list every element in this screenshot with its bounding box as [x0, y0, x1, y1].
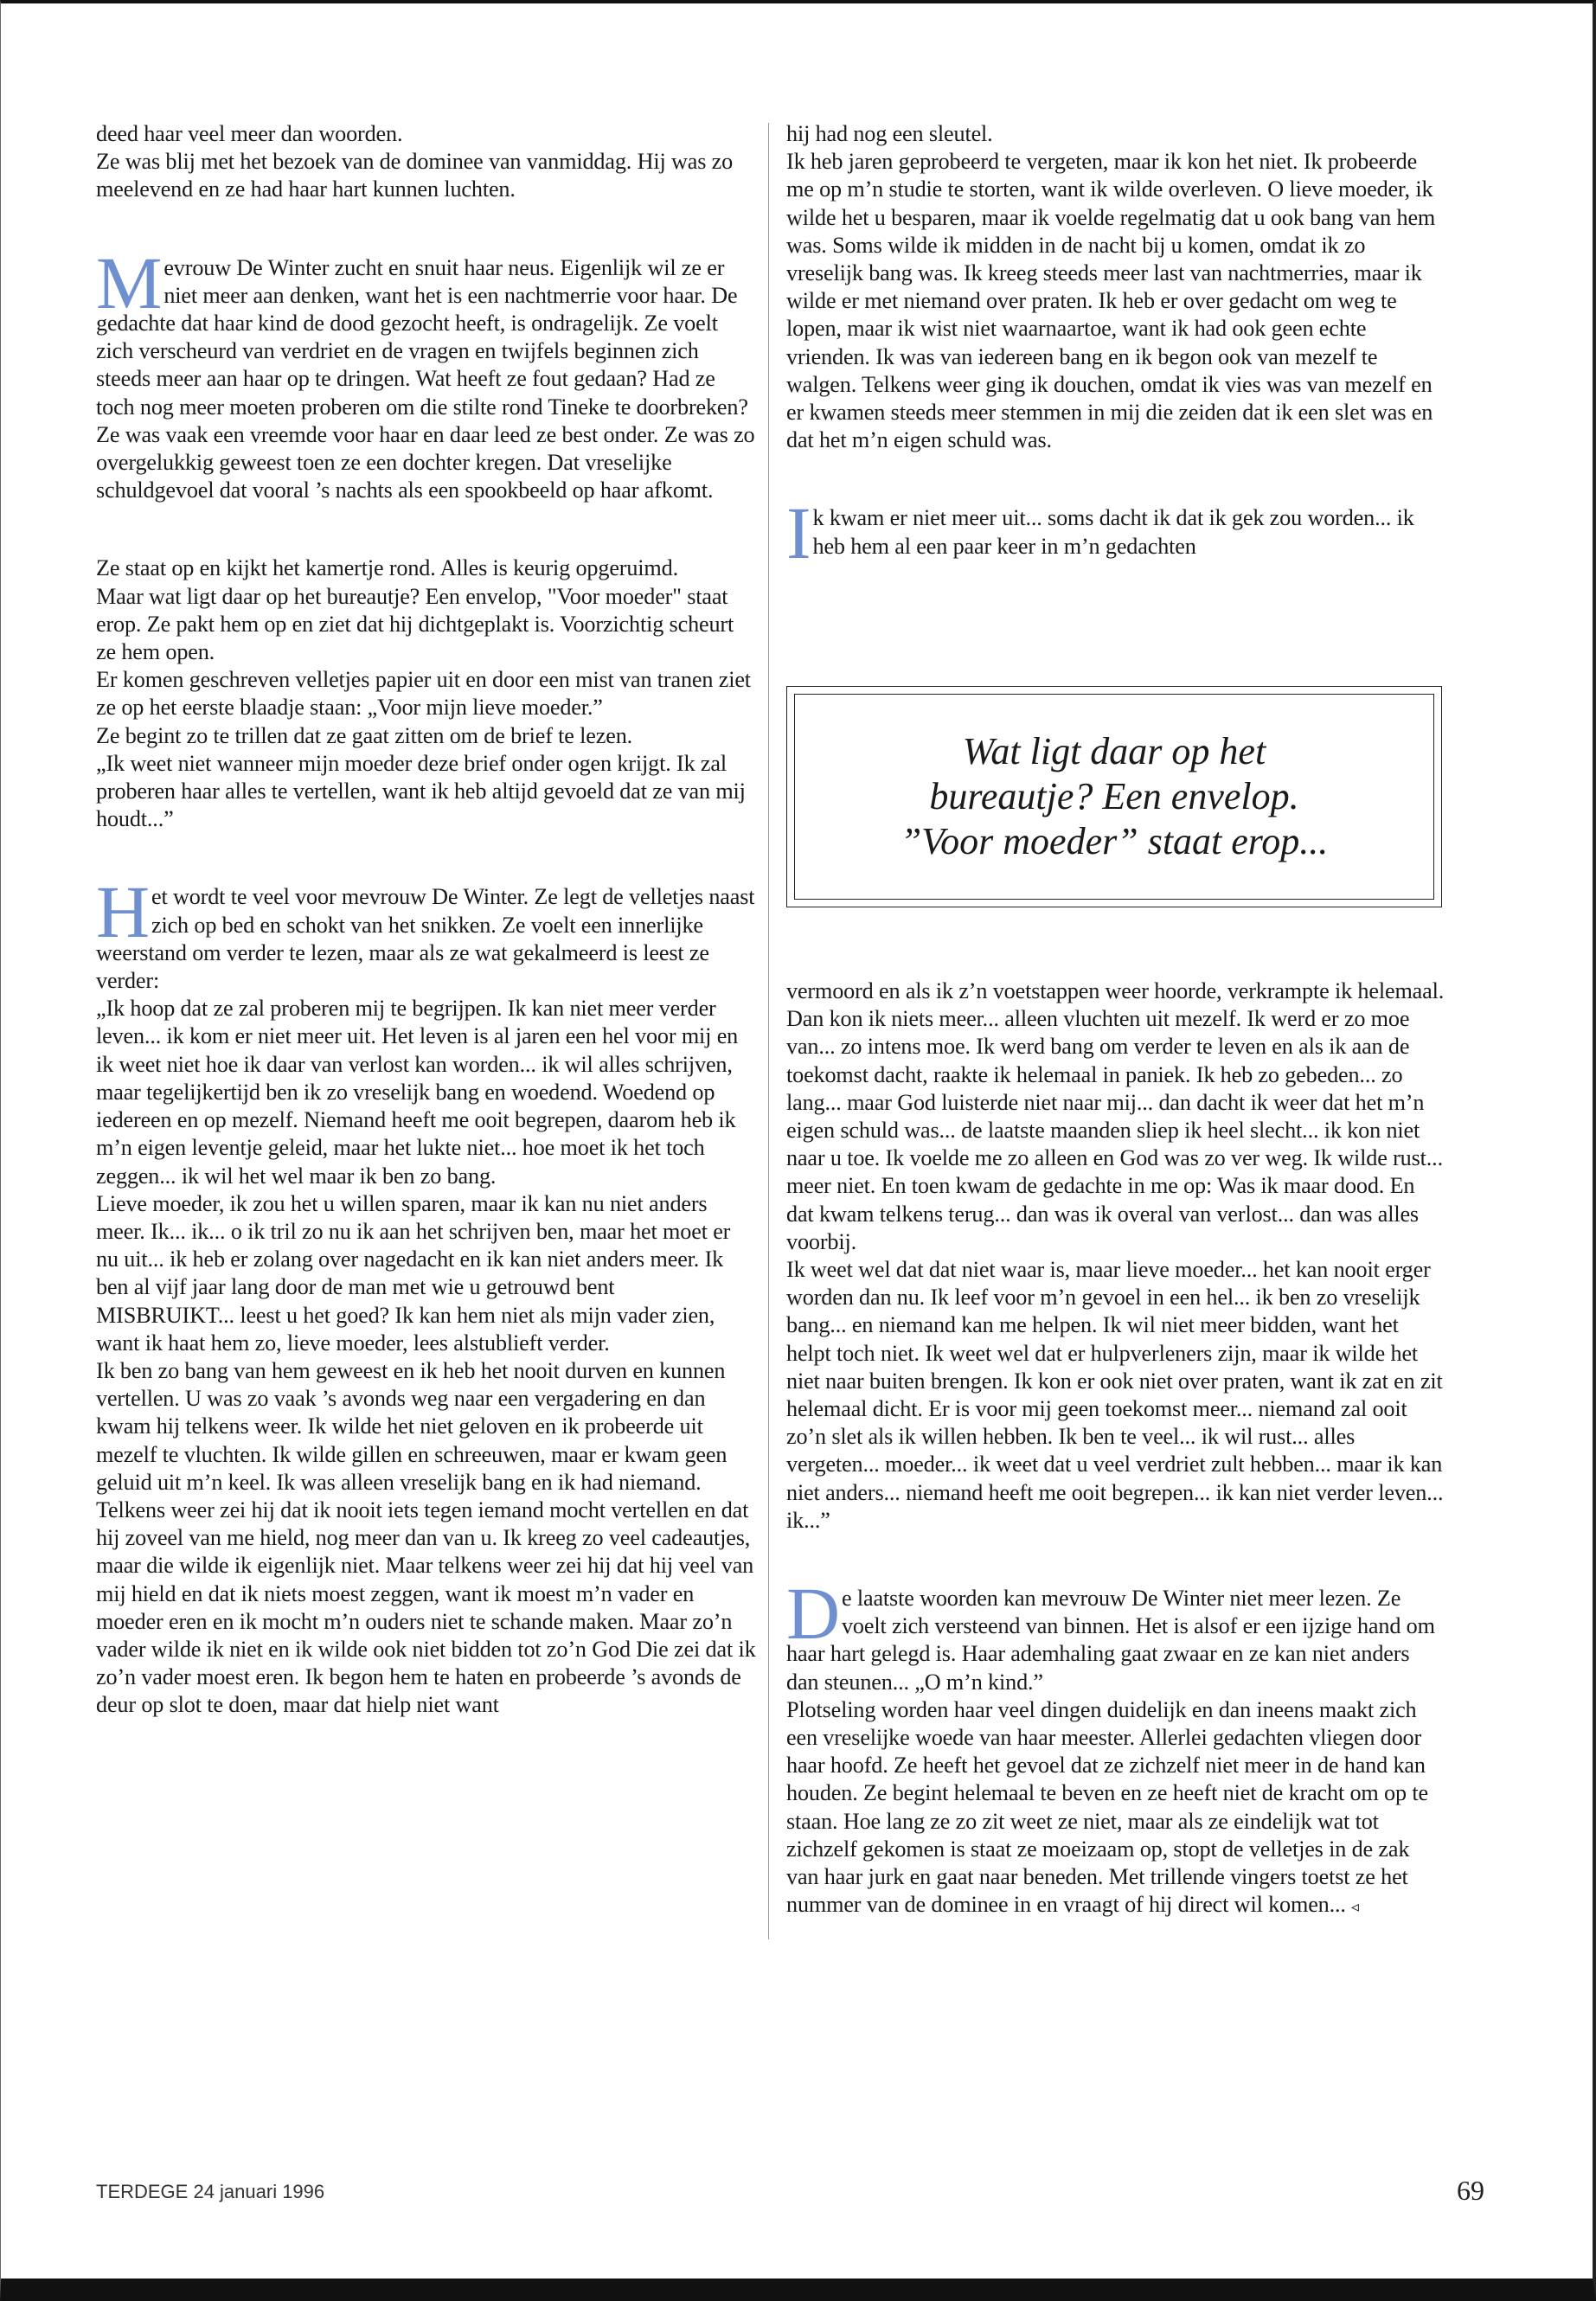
paragraph: Maar wat ligt daar op het bureautje? Een envelop, "Voor moeder" staat erop. Ze pakt hem op en ziet dat hij dichtgeplakt is. Voorzichtig scheurt ze hem open.	[96, 583, 734, 665]
paragraph-text: evrouw De Winter zucht en snuit haar neus. Eigenlijk wil ze er niet meer aan denken, want het is een nachtmerrie voor haar. De gedachte dat haar kind de dood gezocht heeft, is ondragelijk. Ze voelt zich verscheurd van verdriet en de vragen en twijfels beginnen zich steeds meer aan haar op te dringen. Wat heeft ze fout gedaan? Had ze toch nog meer moeten proberen om die stilte rond Tineke te doorbreken? Ze was vaak een vreemde voor haar en daar leed ze best onder. Ze was zo overgelukkig geweest toen ze een dochter kregen. Dat vreselijke schuldgevoel dat vooral ’s nachts als een spookbeeld op haar afkomt.	[96, 254, 755, 503]
right-column-top	[786, 120, 1445, 575]
paragraph: Ik ben zo bang van hem geweest en ik heb het nooit durven en kunnen vertellen. U was zo vaak ’s avonds weg naar een vergadering en dan kwam hij telkens weer. Ik wilde het niet geloven en ik probeerde uit mezelf te vluchten. Ik wilde gillen en schreeuwen, maar er kwam geen geluid uit m’n keel. Ik was alleen vreselijk bang en ik had niemand. Telkens weer zei hij dat ik nooit iets tegen iemand mocht vertellen en dat hij zoveel van me hield, nog meer dan van u. Ik kreeg zo veel cadeautjes, maar die wilde ik eigenlijk niet. Maar telkens weer zei hij dat hij veel van mij hield en dat ik niets moest zeggen, want ik moest m’n vader en moeder eren en ik mocht m’n ouders niet te schande maken. Maar zo’n vader wilde ik niet en ik wilde ook niet bidden tot zo’n God Die zei dat ik zo’n vader moest eren. Ik begon hem te haten en probeerde ’s avonds de deur op slot te doen, maar dat hielp niet want	[96, 1357, 756, 1718]
paragraph: deed haar veel meer dan woorden.	[96, 121, 403, 146]
paragraph: Ze begint zo te trillen dat ze gaat zitten om de brief te lezen.	[96, 722, 633, 748]
drop-cap: M	[96, 240, 163, 324]
pull-quote-text	[837, 729, 1391, 864]
end-mark-icon: ◃	[1350, 1898, 1359, 1916]
pull-quote-line: ”Voor moeder” staat erop...	[900, 820, 1329, 862]
section-paragraph	[786, 491, 1445, 575]
pull-quote-line: Wat ligt daar op het	[962, 730, 1266, 772]
paragraph: Lieve moeder, ik zou het u willen sparen, maar ik kan nu niet anders meer. Ik... ik... o ik tril zo nu ik aan het schrijven ben, maar het moet er nu uit... ik heb er zolang over nagedacht en ik kan niet anders meer. Ik ben al vijf jaar lang door de man met wie u getrouwd bent MISBRUIKT... leest u het goed? Ik kan hem niet als mijn vader zien, want ik haat hem zo, lieve moeder, lees alstublieft verder.	[96, 1190, 731, 1356]
paragraph: „Ik weet niet wanneer mijn moeder deze brief onder ogen krijgt. Ik zal proberen haar alles te vertellen, want ik heb altijd gevoeld dat ze van mij houdt...”	[96, 750, 746, 832]
section-paragraph	[786, 1572, 1445, 1696]
page-number: 69	[1457, 2175, 1484, 2206]
section-paragraph	[96, 240, 758, 505]
pull-quote-line: bureautje? Een envelop.	[929, 775, 1299, 817]
section-paragraph	[96, 870, 758, 995]
paragraph: hij had nog een sleutel.	[786, 121, 993, 146]
footer-publication: TERDEGE 24 januari 1996	[96, 2181, 325, 2202]
paragraph-text: Plotseling worden haar veel dingen duidelijk en dan ineens maakt zich een vreselijke woede van haar meester. Allerlei gedachten vliegen door haar hoofd. Ze heeft het gevoel dat ze zichzelf niet meer in de hand kan houden. Ze begint helemaal te beven en ze heeft niet de kracht om op te staan. Hoe lang ze zo zit weet ze niet, maar als ze eindelijk wat tot zichzelf gekomen is staat ze moeizaam op, stopt de velletjes in de zak van haar jurk en gaat naar beneden. Met trillende vingers toetst ze het nummer van de dominee in en vraagt of hij direct wil komen...	[786, 1696, 1428, 1918]
drop-cap: H	[96, 870, 150, 954]
pull-quote-inner-frame	[794, 694, 1434, 900]
paragraph: Ze was blij met het bezoek van de dominee van vanmiddag. Hij was zo meelevend en ze had haar hart kunnen luchten.	[96, 149, 734, 202]
paragraph: Ze staat op en kijkt het kamertje rond. Alles is keurig opgeruimd.	[96, 555, 678, 581]
paragraph: Ik weet wel dat dat niet waar is, maar lieve moeder... het kan nooit erger worden dan nu. Ik leef voor m’n gevoel in een hel... ik ben zo vreselijk bang... en niemand kan me helpen. Ik wil niet meer bidden, want het helpt toch niet. Ik weet wel dat er hulpverleners zijn, maar ik wilde het niet naar buiten brengen. Ik kon er ook niet over praten, want ik zat en zit helemaal dicht. Er is voor mij geen toekomst meer... niemand zal ooit zo’n slet als ik willen hebben. Ik ben te veel... ik wil rust... alles vergeten... moeder... ik weet dat u veel verdriet zult hebben... maar ik kan niet anders... niemand heeft me ooit begrepen... ik kan niet verder leven... ik...”	[786, 1257, 1444, 1533]
paragraph: Ik heb jaren geprobeerd te vergeten, maar ik kon het niet. Ik probeerde me op m’n studie te storten, want ik wilde overleven. O lieve moeder, ik wilde het u besparen, maar ik voelde regelmatig dat u ook bang van hem was. Soms wilde ik midden in de nacht bij u komen, omdat ik zo vreselijk bang was. Ik kreeg steeds meer last van nachtmerries, maar ik wilde er met niemand over praten. Ik heb er over gedacht om weg te lopen, maar ik wist niet waarnaartoe, want ik had ook geen echte vrienden. Ik was van iedereen bang en ik begon ook van mezelf te walgen. Telkens weer ging ik douchen, omdat ik vies was van mezelf en er kwamen steeds meer stemmen in mij die zeiden dat ik een slet was en dat het m’n eigen schuld was.	[786, 149, 1436, 453]
paragraph-text: e laatste woorden kan mevrouw De Winter niet meer lezen. Ze voelt zich versteend van binnen. Het is alsof er een ijzige hand om haar hart gelegd is. Haar ademhaling gaat zwaar en ze kan niet anders dan steunen... „O m’n kind.”	[786, 1586, 1435, 1695]
paragraph	[786, 1696, 1445, 1921]
drop-cap: I	[786, 491, 811, 575]
paragraph-text: et wordt te veel voor mevrouw De Winter. Ze legt de velletjes naast zich op bed en schokt van het snikken. Ze voelt een innerlijke weerstand om verder te lezen, maar als ze wat gekalmeerd is leest ze verder:	[96, 884, 755, 994]
column-divider	[768, 123, 769, 1939]
right-column-bottom	[786, 977, 1445, 1921]
paragraph: vermoord en als ik z’n voetstappen weer hoorde, verkrampte ik helemaal. Dan kon ik niets meer... alleen vluchten uit mezelf. Ik werd er zo moe van... zo intens moe. Ik werd bang om verder te leven en als ik aan de toekomst dacht, raakte ik helemaal in paniek. Ik heb zo gebeden... zo lang... maar God luisterde niet naar mij... dan dacht ik weer dat het m’n eigen schuld was... de laatste maanden sliep ik heel slecht... ik kon niet naar u toe. Ik voelde me zo alleen en God was zo ver weg. Ik wilde rust... meer niet. En toen kwam de gedachte in me op: Was ik maar dood. En dat kwam telkens terug... dan was ik overal van verlost... dan was alles voorbij.	[786, 978, 1445, 1254]
paragraph: Er komen geschreven velletjes papier uit en door een mist van tranen ziet ze op het eerste blaadje staan: „Voor mijn lieve moeder.”	[96, 667, 751, 721]
left-column	[96, 120, 758, 1720]
drop-cap: D	[786, 1572, 840, 1656]
paragraph-text: k kwam er niet meer uit... soms dacht ik dat ik gek zou worden... ik heb hem al een paar keer in m’n gedachten	[812, 505, 1414, 559]
pull-quote-box	[786, 686, 1442, 907]
paragraph: „Ik hoop dat ze zal proberen mij te begrijpen. Ik kan niet meer verder leven... ik kom er niet meer uit. Het leven is al jaren een hel voor mij en ik weet niet hoe ik daar van verlost kan worden... ik wil alles schrijven, maar tegelijkertijd ben ik zo vreselijk bang en woedend. Woedend op iedereen en op mezelf. Niemand heeft me ooit begrepen, daarom heb ik m’n eigen leventje geleid, maar het lukte niet... hoe moet ik het toch zeggen... ik wil het wel maar ik ben zo bang.	[96, 996, 739, 1189]
